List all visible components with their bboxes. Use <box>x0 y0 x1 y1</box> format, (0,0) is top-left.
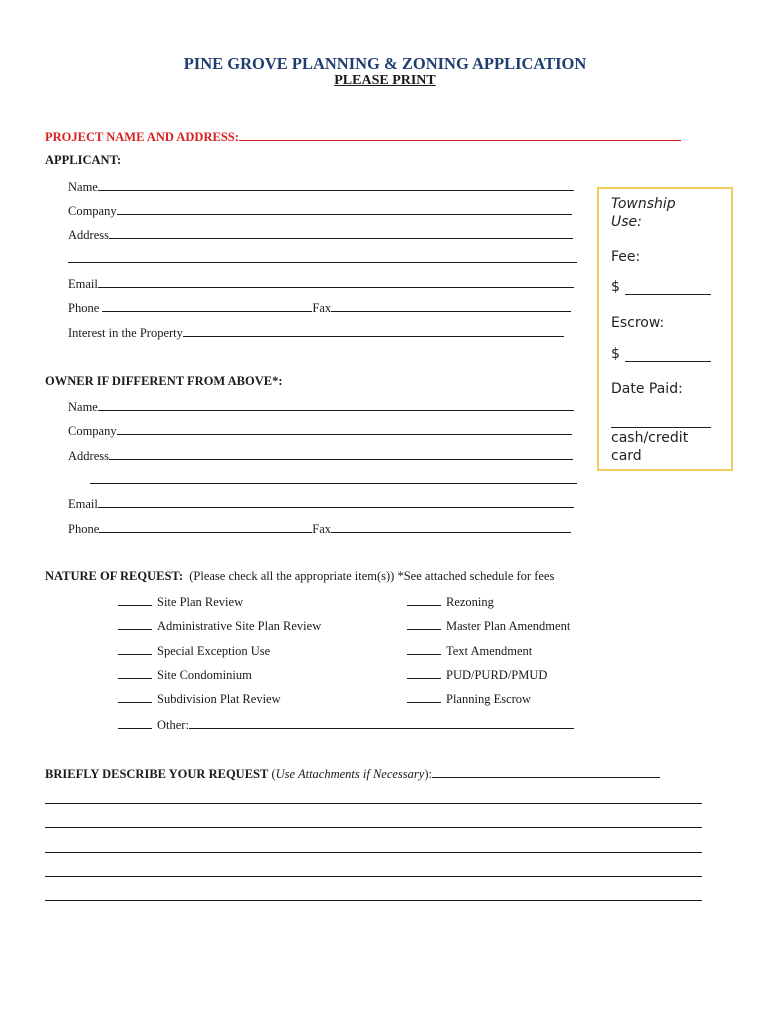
checkbox-other[interactable] <box>118 717 152 729</box>
request-item-right <box>407 594 494 610</box>
item-label: Master Plan Amendment <box>446 619 571 633</box>
owner-company-field[interactable] <box>117 422 572 435</box>
owner-email-row <box>68 495 574 512</box>
applicant-name-field[interactable] <box>98 178 574 191</box>
owner-address-row <box>68 447 573 464</box>
item-label: Administrative Site Plan Review <box>157 619 322 633</box>
escrow-label: Escrow: <box>611 315 665 331</box>
applicant-address-line2 <box>68 250 577 267</box>
applicant-email-row <box>68 275 574 292</box>
applicant-interest-row <box>68 324 564 341</box>
owner-name-field[interactable] <box>98 398 574 411</box>
describe-row: BRIEFLY DESCRIBE YOUR REQUEST (Use Attachments if Necessary): <box>45 765 660 782</box>
other-field[interactable] <box>189 716 574 729</box>
applicant-address-field-2[interactable] <box>68 250 577 263</box>
describe-heading: BRIEFLY DESCRIBE YOUR REQUEST <box>45 767 269 781</box>
nature-instructions: (Please check all the appropriate item(s)) *See attached schedule for fees <box>189 569 555 583</box>
checkbox-subdivision-plat-review[interactable] <box>118 691 152 703</box>
owner-name-row <box>68 398 574 415</box>
request-item-left <box>118 691 281 707</box>
owner-name-label: Name <box>68 400 98 414</box>
escrow-field[interactable] <box>625 361 711 362</box>
describe-line[interactable] <box>45 803 702 804</box>
checkbox-site-condominium[interactable] <box>118 667 152 679</box>
date-paid-field[interactable] <box>611 427 711 428</box>
project-name-row <box>45 128 681 145</box>
owner-phone-row <box>68 520 571 537</box>
owner-company-label: Company <box>68 424 117 438</box>
page-title: PINE GROVE PLANNING & ZONING APPLICATION <box>183 54 587 73</box>
describe-field[interactable] <box>432 765 660 778</box>
applicant-email-label: Email <box>68 277 98 291</box>
applicant-address-field[interactable] <box>109 226 573 239</box>
applicant-fax-label: Fax <box>312 301 332 315</box>
owner-address-label: Address <box>68 449 109 463</box>
applicant-interest-field[interactable] <box>183 324 564 337</box>
applicant-heading: APPLICANT: <box>45 153 122 167</box>
item-label: Special Exception Use <box>157 644 271 658</box>
owner-fax-label: Fax <box>312 522 331 536</box>
page-subtitle: PLEASE PRINT <box>334 73 436 88</box>
owner-fax-field[interactable] <box>331 520 571 533</box>
applicant-phone-row <box>68 299 571 316</box>
applicant-address-label: Address <box>68 228 109 242</box>
applicant-interest-label: Interest in the Property <box>68 326 183 340</box>
applicant-address-row <box>68 226 573 243</box>
request-item-left <box>118 618 321 634</box>
item-label: Text Amendment <box>446 644 533 658</box>
request-item-left <box>118 594 243 610</box>
checkbox-master-plan-amendment[interactable] <box>407 618 441 630</box>
nature-heading: NATURE OF REQUEST: <box>45 569 183 583</box>
item-label: Site Plan Review <box>157 595 244 609</box>
applicant-name-label: Name <box>68 180 98 194</box>
payment-method: cash/credit card <box>611 430 689 464</box>
item-label: Subdivision Plat Review <box>157 692 281 706</box>
applicant-company-label: Company <box>68 204 117 218</box>
describe-line[interactable] <box>45 827 702 828</box>
describe-line[interactable] <box>45 900 702 901</box>
owner-phone-label: Phone <box>68 522 100 536</box>
township-use-box <box>597 187 733 471</box>
request-item-right <box>407 667 547 683</box>
request-item-right <box>407 643 532 659</box>
describe-line[interactable] <box>45 876 702 877</box>
item-label: Planning Escrow <box>446 692 532 706</box>
fee-label: Fee: <box>611 249 641 265</box>
item-label: PUD/PURD/PMUD <box>446 668 548 682</box>
applicant-company-field[interactable] <box>117 202 572 215</box>
checkbox-site-plan-review[interactable] <box>118 594 152 606</box>
checkbox-rezoning[interactable] <box>407 594 441 606</box>
checkbox-special-exception-use[interactable] <box>118 643 152 655</box>
checkbox-pud-purd-pmud[interactable] <box>407 667 441 679</box>
request-item-right <box>407 691 531 707</box>
applicant-phone-field[interactable] <box>102 299 312 312</box>
applicant-phone-label: Phone <box>68 301 103 315</box>
describe-note: Use Attachments if Necessary <box>275 767 425 781</box>
owner-email-label: Email <box>68 497 98 511</box>
owner-address-field-2[interactable] <box>90 471 577 484</box>
request-item-left <box>118 643 270 659</box>
owner-company-row <box>68 422 572 439</box>
owner-heading: OWNER IF DIFFERENT FROM ABOVE*: <box>45 374 283 388</box>
owner-email-field[interactable] <box>98 495 574 508</box>
fee-dollar-sign: $ <box>611 279 620 295</box>
request-item-other <box>118 716 574 733</box>
request-item-left <box>118 667 252 683</box>
describe-line[interactable] <box>45 852 702 853</box>
project-name-field[interactable] <box>239 128 681 141</box>
request-item-right <box>407 618 570 634</box>
date-paid-label: Date Paid: <box>611 381 683 397</box>
applicant-company-row <box>68 202 572 219</box>
fee-field[interactable] <box>625 294 711 295</box>
applicant-name-row <box>68 178 574 195</box>
checkbox-planning-escrow[interactable] <box>407 691 441 703</box>
owner-phone-field[interactable] <box>99 520 312 533</box>
owner-address-field[interactable] <box>109 447 573 460</box>
applicant-email-field[interactable] <box>98 275 574 288</box>
item-label: Site Condominium <box>157 668 252 682</box>
checkbox-text-amendment[interactable] <box>407 643 441 655</box>
nature-of-request-row <box>45 569 554 584</box>
township-use-title: Township Use: <box>611 196 676 230</box>
other-label: Other: <box>157 718 189 732</box>
checkbox-admin-site-plan-review[interactable] <box>118 618 152 630</box>
owner-address-line2 <box>90 471 577 488</box>
project-name-label: PROJECT NAME AND ADDRESS: <box>45 130 239 144</box>
escrow-dollar-sign: $ <box>611 346 620 362</box>
item-label: Rezoning <box>446 595 494 609</box>
applicant-fax-field[interactable] <box>331 299 571 312</box>
